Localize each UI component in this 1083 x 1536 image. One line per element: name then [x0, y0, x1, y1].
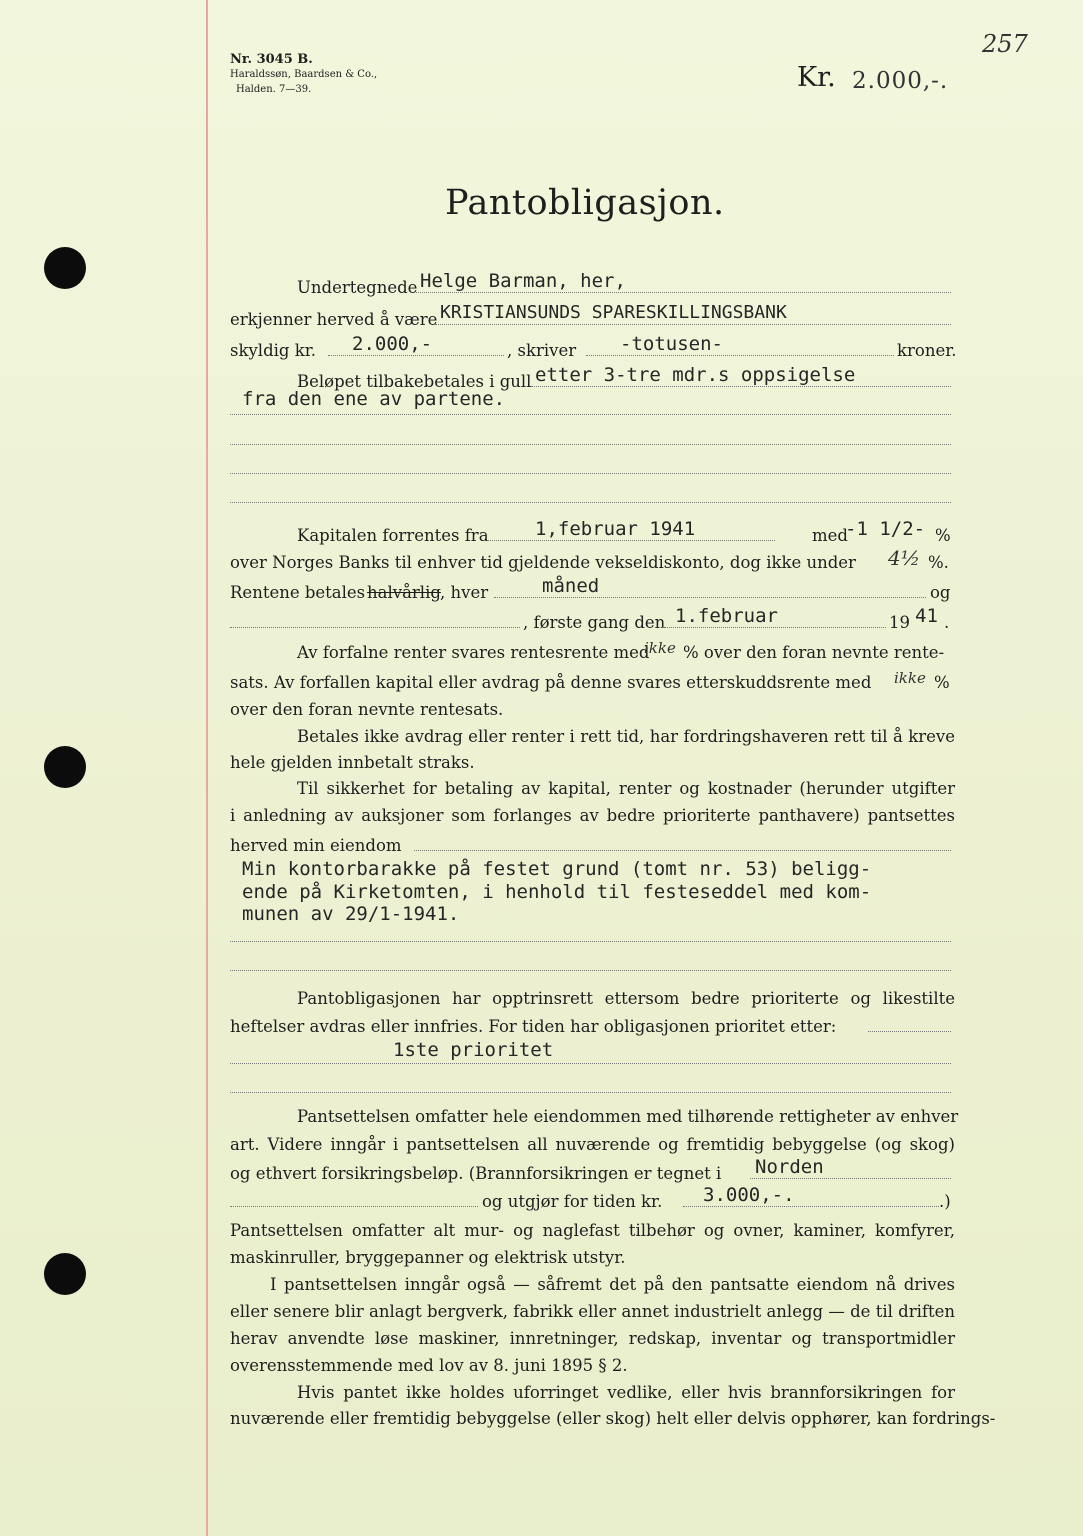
- year-dot: .: [944, 613, 950, 632]
- fill-line: [230, 1206, 478, 1207]
- debt-words-label: , skriver: [507, 341, 577, 360]
- overdue-handwritten-2: ikke: [894, 669, 926, 687]
- priority-value: 1ste prioritet: [393, 1039, 554, 1061]
- industry-text-2: eller senere blir anlagt bergverk, fabrikk eller annet industrielt anlegg — de til driften: [230, 1302, 955, 1321]
- fill-line: [435, 324, 951, 325]
- fixtures-text-2: maskinruller, bryggepanner og elektrisk utstyr.: [230, 1248, 626, 1267]
- amount-prefix: Kr.: [797, 62, 836, 93]
- interest-from-label: Kapitalen forrentes fra: [297, 526, 489, 545]
- security-text-3: herved min eiendom: [230, 836, 402, 855]
- scope-text-2: art. Videre inngår i pantsettelsen all nuværende og fremtidig bebyggelse (og skog): [230, 1135, 955, 1154]
- priority-text-2: heftelser avdras eller innfries. For tiden har obligasjonen prioritet etter:: [230, 1017, 837, 1036]
- printer-name: Haraldssøn, Baardsen & Co.,: [230, 69, 378, 80]
- fill-line: [230, 1092, 951, 1093]
- repayment-terms-line1: etter 3-tre mdr.s oppsigelse: [535, 364, 856, 386]
- fixtures-text-1: Pantsettelsen omfatter alt mur- og naglefast tilbehør og ovner, kaminer, komfyrer,: [230, 1221, 955, 1240]
- first-payment-date: 1.februar: [675, 605, 778, 627]
- industry-text-1: I pantsettelsen inngår også — såfremt det på den pantsatte eiendom nå drives: [270, 1275, 955, 1294]
- insurance-company: Norden: [755, 1156, 824, 1178]
- default-text-1: Betales ikke avdrag eller renter i rett tid, har fordringshaveren rett til å kreve: [297, 727, 955, 746]
- og-text: og: [930, 583, 951, 602]
- creditor-name: KRISTIANSUNDS SPARESKILLINGSBANK: [440, 302, 787, 323]
- scope-text-4a: og utgjør for tiden kr.: [482, 1192, 663, 1211]
- fill-line: [230, 414, 951, 415]
- overdue-text-1b: % over den foran nevnte rente-: [683, 643, 945, 662]
- maintenance-text-2: nuværende eller fremtidig bebyggelse (eller skog) helt eller delvis opphører, kan fordrings-: [230, 1409, 996, 1428]
- scope-text-1: Pantsettelsen omfatter hele eiendommen med tilhørende rettigheter av enhver: [297, 1107, 959, 1126]
- maintenance-text-1: Hvis pantet ikke holdes uforringet vedlike, eller hvis brannforsikringen for: [297, 1383, 955, 1402]
- priority-text-1: Pantobligasjonen har opptrinsrett ettersom bedre prioriterte og likestilte: [297, 989, 955, 1008]
- first-payment-label: , første gang den: [523, 613, 666, 632]
- debt-words: -totusen-: [620, 333, 723, 355]
- fill-line: [487, 540, 775, 541]
- fill-line: [586, 355, 894, 356]
- fill-line: [868, 1031, 951, 1032]
- fill-line: [230, 970, 951, 971]
- repayment-terms-line2: fra den ene av partene.: [242, 388, 506, 410]
- fill-line: [494, 597, 926, 598]
- interest-with-label: med: [812, 526, 848, 545]
- percent-sign: %: [935, 526, 951, 545]
- property-line-1: Min kontorbarakke på festet grund (tomt nr. 53) beligg-: [242, 858, 872, 880]
- overdue-text-2b: %: [934, 673, 950, 692]
- fill-line: [750, 1178, 951, 1179]
- fill-line: [683, 1206, 939, 1207]
- fill-line: [230, 1063, 951, 1064]
- overdue-text-1a: Av forfalne renter svares rentesrente med: [297, 643, 650, 662]
- punch-hole: [44, 1253, 86, 1295]
- debtor-label: Undertegnede: [297, 278, 418, 297]
- creditor-label: erkjenner herved å være: [230, 310, 438, 329]
- overdue-handwritten-1: ikke: [644, 639, 676, 657]
- year-prefix: 19: [889, 613, 910, 632]
- fill-line: [230, 473, 951, 474]
- year-suffix: 41: [915, 605, 938, 627]
- fill-line: [662, 627, 886, 628]
- scope-text-3: og ethvert forsikringsbeløp. (Brannforsikringen er tegnet i: [230, 1164, 722, 1183]
- industry-text-4: overensstemmende med lov av 8. juni 1895 § 2.: [230, 1356, 628, 1375]
- interest-rate: -1 1/2-: [845, 518, 926, 540]
- payment-struck-word: halvårlig: [367, 583, 441, 602]
- norges-bank-clause: over Norges Banks til enhver tid gjeldende vekseldiskonto, dog ikke under: [230, 553, 856, 572]
- debt-label: skyldig kr.: [230, 341, 317, 360]
- payment-hver: , hver: [440, 583, 489, 602]
- industry-text-3: herav anvendte løse maskiner, innretninger, redskap, inventar og transportmidler: [230, 1329, 955, 1348]
- payment-period: måned: [542, 575, 600, 597]
- fill-line: [230, 502, 951, 503]
- printer-place-date: Halden. 7—39.: [236, 84, 312, 95]
- fill-line: [531, 386, 951, 387]
- overdue-text-2a: sats. Av forfallen kapital eller avdrag på denne svares etterskuddsrente med: [230, 673, 872, 692]
- form-number: Nr. 3045 B.: [230, 52, 313, 67]
- punch-hole: [44, 247, 86, 289]
- security-text-1: Til sikkerhet for betaling av kapital, renter og kostnader (herunder utgifter: [297, 779, 955, 798]
- insurance-amount: 3.000,-.: [703, 1184, 795, 1206]
- repayment-label: Beløpet tilbakebetales i gull: [297, 372, 532, 391]
- security-text-2: i anledning av auksjoner som forlanges av bedre prioriterte panthavere) pantsettes: [230, 806, 955, 825]
- fill-line: [414, 850, 951, 851]
- margin-rule: [206, 0, 208, 1536]
- payment-label: Rentene betales: [230, 583, 366, 602]
- debt-amount: 2.000,-: [352, 333, 433, 355]
- property-line-3: munen av 29/1-1941.: [242, 903, 460, 925]
- fill-line: [230, 941, 951, 942]
- punch-hole: [44, 746, 86, 788]
- minimum-rate: 4½: [888, 546, 921, 570]
- fill-line: [414, 292, 951, 293]
- percent-sign: %.: [928, 553, 949, 572]
- scope-text-4b: .): [939, 1192, 951, 1211]
- document-title: Pantobligasjon.: [445, 183, 725, 223]
- default-text-2: hele gjelden innbetalt straks.: [230, 753, 475, 772]
- overdue-text-3: over den foran nevnte rentesats.: [230, 700, 504, 719]
- fill-line: [328, 355, 504, 356]
- fill-line: [230, 627, 520, 628]
- amount-header-value: 2.000,-.: [852, 68, 949, 94]
- property-line-2: ende på Kirketomten, i henhold til festeseddel med kom-: [242, 881, 872, 903]
- debtor-name: Helge Barman, her,: [420, 270, 626, 292]
- interest-from-date: 1,februar 1941: [535, 518, 696, 540]
- fill-line: [230, 444, 951, 445]
- page-number: 257: [982, 30, 1028, 58]
- currency-label: kroner.: [897, 341, 957, 360]
